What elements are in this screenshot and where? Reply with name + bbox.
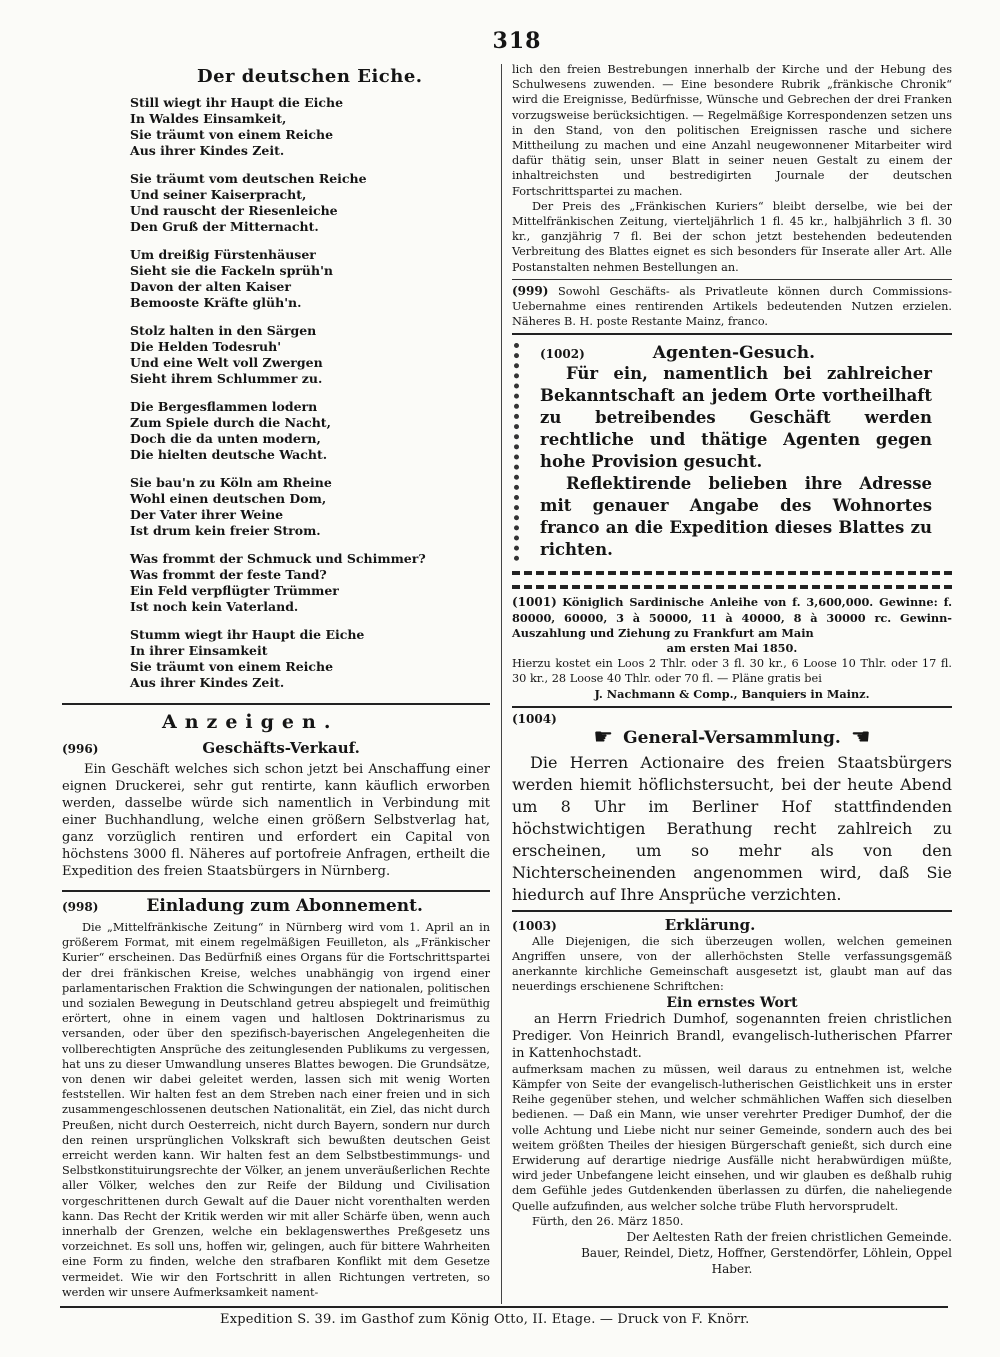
poem-line: Um dreißig Fürstenhäuser xyxy=(130,247,316,262)
poem-line: Ein Feld verpflügter Trümmer xyxy=(130,583,339,598)
ad-firm: J. Nachmann & Comp., Banquiers in Mainz. xyxy=(594,686,870,701)
poem-line: Was frommt der feste Tand? xyxy=(130,567,327,582)
ad-text: Königlich Sardinische Anleihe von f. 3,600,000. Gewinne: f. 80000, 60000, 3 à 50000, 11 à 40000, 8 à 30000 rc. Gewinn-Auszahlung und Ziehung zu Frankfurt am Main xyxy=(512,595,952,640)
poem xyxy=(62,95,490,691)
ad-title: Geschäfts-Verkauf. xyxy=(202,739,360,757)
poem-line: Sie träumt vom deutschen Reiche xyxy=(130,171,367,186)
ad-text-2: Reflektirende belieben ihre Adresse mit genauer Angabe des Wohnortes franco an die Expedition dieses Blattes zu richten. xyxy=(540,474,932,560)
section-divider xyxy=(512,910,952,912)
poem-line: Was frommt der Schmuck und Schimmer? xyxy=(130,551,426,566)
poem-line: Sieht ihrem Schlummer zu. xyxy=(130,371,323,386)
ad-title: Agenten-Gesuch. xyxy=(652,343,815,364)
poem-stanza xyxy=(130,247,490,311)
poem-line: Ist noch kein Vaterland. xyxy=(130,599,299,614)
ad-text: Sowohl Geschäfts- als Privatleute können durch Commissions-Uebernahme eines rentirenden Artikels bedeutenden Nutzen erzielen. Näheres B. H. poste Restante Mainz, franco. xyxy=(512,284,952,329)
poem-line: Ist drum kein freier Strom. xyxy=(130,523,321,538)
poem-line: In Waldes Einsamkeit, xyxy=(130,111,287,126)
poem-stanza xyxy=(130,399,490,463)
ad-1003 xyxy=(512,916,952,1277)
council-name: Der Aeltesten Rath der freien christlichen Gemeinde. xyxy=(626,1229,952,1244)
left-column xyxy=(62,62,490,1300)
poem-line: Stolz halten in den Särgen xyxy=(130,323,317,338)
section-divider xyxy=(512,279,952,280)
poem-line: Die hielten deutsche Wacht. xyxy=(130,447,328,462)
right-column xyxy=(512,62,952,1277)
ad-number: (1001) xyxy=(512,595,557,610)
ad-text: Für ein, namentlich bei zahlreicher Bekanntschaft an jedem Orte vortheilhaft zu betreibendes Geschäft werden rechtliche und thätige Agenten gegen hohe Provision gesucht. xyxy=(540,364,932,472)
poem-title: Der deutschen Eiche. xyxy=(197,66,423,87)
poem-line: Und seiner Kaiserpracht, xyxy=(130,187,307,202)
poem-line: Den Gruß der Mitternacht. xyxy=(130,219,319,234)
poem-line: Stumm wiegt ihr Haupt die Eiche xyxy=(130,627,365,642)
ad-body: aufmerksam machen zu müssen, weil daraus zu entnehmen ist, welche Kämpfer von Seite der evangelisch-lutherischen Geistlichkeit uns in erster Reihe gegenüber stehen, und welcher schmählichen Waffen sich dieselben bedienen. — Daß ein Mann, wie unser verehrter Prediger Dumhof, der die volle Achtung und Liebe nicht nur seiner Gemeinde, sondern auch des bei weitem größten Theiles der hiesigen Bürgerschaft genießt, sich durch eine Erwiderung auf derartige niedrige Ausfälle nicht herabwürdigen müßte, wird jeder Unbefangene leicht einsehen, und wir glauben es deßhalb ruhig dem Gefühle jedes Gutdenkenden überlassen zu dürfen, die naheliegende Quelle aufzufinden, aus welcher solche trübe Fluth hervorsprudelt. xyxy=(512,1062,952,1213)
section-divider xyxy=(512,333,952,335)
poem-stanza xyxy=(130,323,490,387)
poem-line: Sie träumt von einem Reiche xyxy=(130,127,334,142)
ad-number: (996) xyxy=(62,742,99,756)
poem-line: Still wiegt ihr Haupt die Eiche xyxy=(130,95,344,110)
poem-line: In ihrer Einsamkeit xyxy=(130,643,268,658)
ad-number: (1004) xyxy=(512,711,557,726)
poem-stanza xyxy=(130,95,490,159)
ornament-border xyxy=(514,343,535,561)
poem-stanza xyxy=(130,475,490,539)
poem-stanza xyxy=(130,627,490,691)
book-title: Ein ernstes Wort xyxy=(666,994,798,1011)
ad-intro: Alle Diejenigen, die sich überzeugen wollen, welchen gemeinen Angriffen unsere, von der allerhöchsten Stelle verfassungsgemäß anerkannte kirchliche Gemeinschaft ausgesetzt ist, glaubt man auf das neuerdings erschienene Schriftchen: xyxy=(512,934,952,994)
ad-title: General-Versammlung. xyxy=(623,727,841,748)
signatories: Bauer, Reindel, Dietz, Hoffner, Gerstendörfer, Löhlein, Oppel xyxy=(581,1245,952,1260)
ad-1002 xyxy=(512,339,952,565)
footer-rule xyxy=(60,1306,948,1308)
poem-line: Die Helden Todesruh' xyxy=(130,339,282,354)
ads-heading: Anzeigen. xyxy=(162,711,339,733)
ad-number: (1003) xyxy=(512,918,557,933)
poem-line: Doch die da unten modern, xyxy=(130,431,321,446)
poem-line: Davon der alten Kaiser xyxy=(130,279,291,294)
page-number: 318 xyxy=(492,28,542,54)
poem-line: Der Vater ihrer Weine xyxy=(130,507,284,522)
ad-text: Ein Geschäft welches sich schon jetzt bei Anschaffung einer eignen Druckerei, sehr gut rentirte, kann käuflich erworben werden, dasselbe würde sich namentlich in Verbindung mit einer Buchhandlung, welche einen größern Selbstverlag hat, ganz vorzüglich rentiren und erfordert ein Capital von höchstens 3000 fl. Näheres auf portofreie Anfragen, ertheilt die Expedition des freien Staatsbürgers in Nürnberg. xyxy=(62,762,490,879)
ad-999 xyxy=(512,284,952,330)
pointing-hand-left-icon: ☚ xyxy=(850,724,871,750)
pointing-hand-icon: ☛ xyxy=(593,724,614,750)
poem-stanza xyxy=(130,171,490,235)
signatories-2: Haber. xyxy=(711,1261,753,1276)
poem-line: Und eine Welt voll Zwergen xyxy=(130,355,323,370)
ornament-chain xyxy=(512,571,952,589)
footer-imprint: Expedition S. 39. im Gasthof zum König Otto, II. Etage. — Druck von F. Knörr. xyxy=(220,1312,750,1327)
section-divider xyxy=(62,703,490,705)
column-divider xyxy=(501,64,502,1304)
poem-line: Die Bergesflammen lodern xyxy=(130,399,318,414)
ad-prices: Hierzu kostet ein Loos 2 Thlr. oder 3 fl. 30 kr., 6 Loose 10 Thlr. oder 17 fl. 30 kr., 28 Loose 40 Thlr. oder 70 fl. — Pläne gratis bei xyxy=(512,657,952,686)
place-date: Fürth, den 26. März 1850. xyxy=(532,1214,684,1228)
ad-continuation: lich den freien Bestrebungen innerhalb der Kirche und der Hebung des Schulwesens zuwenden. — Eine besondere Rubrik „fränkische Chronik“ wird die Ereignisse, Bedürfnisse, Wünsche und Gebrechen der drei Franken vorzugsweise berücksichtigen. — Regelmäßige Korrespondenzen setzen uns in den Stand, von den politischen Ereignissen rasche und sichere Mittheilung zu machen und eine Anzahl neugewonnener Mitarbeiter wird dafür thätig sein, unser Blatt in seiner neuen Gestalt zu einem der inhaltreichsten und bestredigirten Journale der deutschen Fortschrittspartei zu machen. xyxy=(512,63,952,198)
ad-number: (998) xyxy=(62,900,99,914)
ad-1004 xyxy=(512,712,952,906)
ad-996 xyxy=(62,739,490,880)
book-subtitle: an Herrn Friedrich Dumhof, sogenannten freien christlichen Prediger. Von Heinrich Brandl, evangelisch-lutherischen Pfarrer in Kattenhochstadt. xyxy=(512,1011,952,1061)
section-divider xyxy=(62,890,490,892)
poem-line: Zum Spiele durch die Nacht, xyxy=(130,415,331,430)
ad-number: (999) xyxy=(512,283,549,298)
poem-line: Aus ihrer Kindes Zeit. xyxy=(130,143,285,158)
poem-stanza xyxy=(130,551,490,615)
poem-line: Sie bau'n zu Köln am Rheine xyxy=(130,475,332,490)
poem-line: Wohl einen deutschen Dom, xyxy=(130,491,327,506)
poem-line: Und rauscht der Riesenleiche xyxy=(130,203,338,218)
poem-line: Aus ihrer Kindes Zeit. xyxy=(130,675,285,690)
draw-date: am ersten Mai 1850. xyxy=(666,641,798,656)
ad-text: Die „Mittelfränkische Zeitung“ in Nürnberg wird vom 1. April an in größerem Format, mit einem regelmäßigen Feuilleton, als „Fränkischer Kurier“ erscheinen. Das Bedürfniß eines Organs für die Fortschrittspartei der drei fränkischen Kreise, welches unabhängig von irgend einer parlamentarischen Fraktion die Schwingungen der nationalen, politischen und sozialen Bewegung in Deutschland getreu abspiegelt und freimüthig erörtert, ohne in einem vagen und haltlosen Doktrinarismus zu versanden, oder über den spezifisch-bayerischen Angelegenheiten die vollberechtigten Ansprüche des zeitunglesenden Publikums zu vergessen, hat uns zu dieser Umwandlung unseres Blattes bewogen. Die Grundsätze, von denen wir dabei geleitet werden, lassen sich mit wenig Worten feststellen. Wir halten fest an dem Streben nach einer freien und in sich zusammengeschlossenen deutschen Nationalität, ein Ziel, das nicht durch Preußen, nicht durch Oesterreich, nicht durch Bayern, sondern nur durch den reinen ursprünglichen Volkskraft sich bewußten deutschen Geist erreicht werden kann. Wir halten fest an dem Selbstbestimmungs- und Selbstkonstituirungsrechte der Völker, an jenem unveräußerlichen Rechte aller Völker, welches den zur Reife der Bildung und Civilisation vorgeschrittenen durch Gewalt auf die Dauer nicht vorenthalten werden kann. Das Recht der Kritik werden wir mit aller Schärfe üben, wenn auch innerhalb der Grenzen, welche ein beklagenswerthes Preßgesetz uns vorzeichnet. Es soll uns, hoffen wir, gelingen, auch für bittere Wahrheiten eine Form zu finden, welche den strafbaren Konflikt mit dem Gesetze vermeidet. Wie wir den Fortschritt in allen Richtungen vertreten, so werden wir unsere Aufmerksamkeit nament- xyxy=(62,921,490,1299)
ad-title: Erklärung. xyxy=(664,915,756,934)
ad-text: Die Herren Actionaire des freien Staatsbürgers werden hiemit höflichstersucht, bei der heute Abend um 8 Uhr im Berliner Hof stattfindenden höchstwichtigen Berathung recht zahlreich zu erscheinen, um so mehr als von den Nichterscheinenden angenommen wird, daß Sie hiedurch auf Ihre Ansprüche verzichten. xyxy=(512,752,952,904)
section-divider xyxy=(512,706,952,708)
poem-line: Sie träumt von einem Reiche xyxy=(130,659,334,674)
ad-title: Einladung zum Abonnement. xyxy=(146,896,423,916)
ad-1001 xyxy=(512,595,952,701)
poem-line: Bemooste Kräfte glüh'n. xyxy=(130,295,302,310)
poem-line: Sieht sie die Fackeln sprüh'n xyxy=(130,263,333,278)
ad-price: Der Preis des „Fränkischen Kuriers“ bleibt derselbe, wie bei der Mittelfränkischen Zeitung, vierteljährlich 1 fl. 45 kr., halbjährlich 3 fl. 30 kr., ganzjährig 7 fl. Bei der schon jetzt bestehenden bedeutenden Verbreitung des Blattes eignet es sich besonders für Inserate aller Art. Alle Postanstalten nehmen Bestellungen an. xyxy=(512,199,952,274)
ad-998 xyxy=(62,896,490,1300)
ad-number: (1002) xyxy=(540,347,585,362)
